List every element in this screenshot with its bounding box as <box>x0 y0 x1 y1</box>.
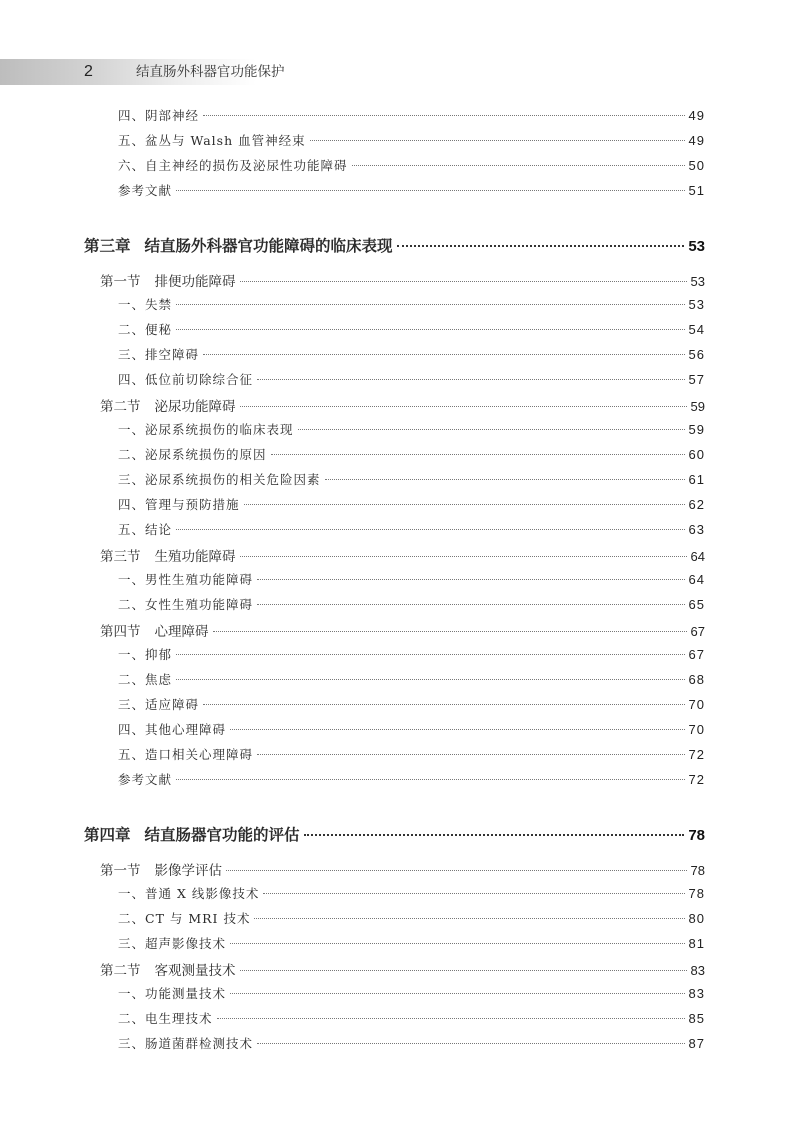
dot-leader <box>230 729 685 730</box>
toc-item-label: 五、结论 <box>118 522 173 537</box>
toc-page-number: 78 <box>688 886 705 901</box>
toc-item[interactable] <box>118 909 705 927</box>
toc-page-number: 53 <box>688 238 705 255</box>
toc-page-number: 81 <box>688 936 705 951</box>
toc-page-number: 53 <box>690 274 705 289</box>
dot-leader <box>244 504 685 505</box>
toc-item[interactable] <box>118 695 705 713</box>
dot-leader <box>304 834 685 836</box>
section-title: 排便功能障碍 <box>154 274 236 290</box>
toc-item[interactable] <box>118 470 705 488</box>
dot-leader <box>271 454 685 455</box>
toc-page-number: 56 <box>688 347 705 362</box>
dot-leader <box>203 704 685 705</box>
dot-leader <box>257 1043 685 1044</box>
running-header-bar <box>0 59 800 85</box>
toc-page-number: 67 <box>690 624 705 639</box>
toc-section[interactable] <box>100 395 705 415</box>
toc-item-label: 参考文献 <box>118 183 173 198</box>
toc-item-label: 四、阴部神经 <box>118 108 200 123</box>
toc-item[interactable] <box>118 720 705 738</box>
toc-page-number: 54 <box>688 322 705 337</box>
toc-page-number: 87 <box>688 1036 705 1051</box>
toc-page-number: 61 <box>688 472 705 487</box>
section-title: 影像学评估 <box>154 863 222 879</box>
toc-chapter-label <box>84 234 393 256</box>
toc-page-number: 62 <box>688 497 705 512</box>
toc-item-label: 参考文献 <box>118 772 173 787</box>
toc-item-label: 四、低位前切除综合征 <box>118 372 254 387</box>
toc-page-number: 50 <box>688 158 705 173</box>
toc-section-label <box>100 859 222 879</box>
toc-section[interactable] <box>100 545 705 565</box>
toc-item[interactable] <box>118 1034 705 1052</box>
section-number: 第四节 <box>100 624 141 640</box>
section-number: 第二节 <box>100 963 141 979</box>
dot-leader <box>217 1018 685 1019</box>
toc-page-number: 68 <box>688 672 705 687</box>
toc-chapter[interactable] <box>84 234 705 256</box>
toc-page-number: 70 <box>688 697 705 712</box>
toc-item[interactable] <box>118 520 705 538</box>
toc-item[interactable] <box>118 156 705 174</box>
toc-item-label: 一、抑郁 <box>118 647 173 662</box>
toc-page-number: 72 <box>688 747 705 762</box>
toc-item-label: 三、肠道菌群检测技术 <box>118 1036 254 1051</box>
toc-page-number: 53 <box>688 297 705 312</box>
toc-item[interactable] <box>118 345 705 363</box>
toc-page-number: 49 <box>688 133 705 148</box>
toc-item-label: 三、泌尿系统损伤的相关危险因素 <box>118 472 321 487</box>
toc-section-label <box>100 395 236 415</box>
toc-item[interactable] <box>118 181 705 199</box>
section-title: 生殖功能障碍 <box>154 549 236 565</box>
toc-item[interactable] <box>118 106 705 124</box>
toc-item[interactable] <box>118 570 705 588</box>
dot-leader <box>230 993 685 994</box>
running-book-title: 结直肠外科器官功能保护 <box>136 64 285 80</box>
toc-item[interactable] <box>118 884 705 902</box>
toc-item-label: 一、男性生殖功能障碍 <box>118 572 254 587</box>
toc-item[interactable] <box>118 1009 705 1027</box>
toc-chapter[interactable] <box>84 823 705 845</box>
toc-item-label: 二、泌尿系统损伤的原因 <box>118 447 267 462</box>
toc-item-label: 一、失禁 <box>118 297 173 312</box>
dot-leader <box>397 245 685 247</box>
dot-leader <box>240 406 687 407</box>
toc-page-number: 57 <box>688 372 705 387</box>
dot-leader <box>257 604 685 605</box>
chapter-number: 第四章 <box>84 826 131 844</box>
dot-leader <box>230 943 685 944</box>
toc-item-label: 一、功能测量技术 <box>118 986 227 1001</box>
dot-leader <box>240 281 687 282</box>
toc-item-label: 一、普通 X 线影像技术 <box>118 886 260 901</box>
toc-page-number: 59 <box>688 422 705 437</box>
section-title: 客观测量技术 <box>154 963 236 979</box>
dot-leader <box>263 893 684 894</box>
section-title: 泌尿功能障碍 <box>154 399 236 415</box>
toc-page-number: 64 <box>688 572 705 587</box>
toc-page-number: 70 <box>688 722 705 737</box>
toc-section[interactable] <box>100 270 705 290</box>
toc-section-label <box>100 959 236 979</box>
toc-item[interactable] <box>118 770 705 788</box>
toc-item-label: 二、CT 与 MRI 技术 <box>118 911 251 926</box>
toc-page-number: 78 <box>688 827 705 844</box>
toc-section[interactable] <box>100 859 705 879</box>
toc-section[interactable] <box>100 620 705 640</box>
toc-page-number: 83 <box>690 963 705 978</box>
section-number: 第一节 <box>100 274 141 290</box>
toc-page-number: 78 <box>690 863 705 878</box>
chapter-title: 结直肠器官功能的评估 <box>144 826 300 844</box>
dot-leader <box>254 918 684 919</box>
toc-item[interactable] <box>118 420 705 438</box>
dot-leader <box>176 779 685 780</box>
dot-leader <box>240 556 687 557</box>
dot-leader <box>203 354 685 355</box>
toc-page-number: 67 <box>688 647 705 662</box>
toc-item[interactable] <box>118 320 705 338</box>
toc-page-number: 80 <box>688 911 705 926</box>
toc-item[interactable] <box>118 984 705 1002</box>
section-title: 心理障碍 <box>154 624 209 640</box>
toc-item-label: 二、女性生殖功能障碍 <box>118 597 254 612</box>
dot-leader <box>176 679 685 680</box>
dot-leader <box>257 579 685 580</box>
section-number: 第二节 <box>100 399 141 415</box>
toc-item[interactable] <box>118 745 705 763</box>
toc-item-label: 六、自主神经的损伤及泌尿性功能障碍 <box>118 158 348 173</box>
toc-page-number: 72 <box>688 772 705 787</box>
dot-leader <box>176 304 685 305</box>
dot-leader <box>240 970 687 971</box>
toc-item-label: 二、便秘 <box>118 322 173 337</box>
dot-leader <box>203 115 685 116</box>
toc-item[interactable] <box>118 670 705 688</box>
toc-page-number: 59 <box>690 399 705 414</box>
toc-item[interactable] <box>118 595 705 613</box>
toc-page-number: 85 <box>688 1011 705 1026</box>
toc-item[interactable] <box>118 934 705 952</box>
toc-item[interactable] <box>118 645 705 663</box>
chapter-title: 结直肠外科器官功能障碍的临床表现 <box>144 237 393 255</box>
toc-page-number: 49 <box>688 108 705 123</box>
dot-leader <box>257 754 685 755</box>
toc-page-number: 83 <box>688 986 705 1001</box>
dot-leader <box>176 529 685 530</box>
toc-item[interactable] <box>118 295 705 313</box>
dot-leader <box>325 479 685 480</box>
toc-item-label: 三、超声影像技术 <box>118 936 227 951</box>
toc-item-label: 三、排空障碍 <box>118 347 200 362</box>
dot-leader <box>310 140 685 141</box>
dot-leader <box>176 654 685 655</box>
toc-item[interactable] <box>118 495 705 513</box>
dot-leader <box>176 329 685 330</box>
dot-leader <box>176 190 685 191</box>
toc-section[interactable] <box>100 959 705 979</box>
dot-leader <box>298 429 685 430</box>
toc-item-label: 一、泌尿系统损伤的临床表现 <box>118 422 294 437</box>
toc-item-label: 四、管理与预防措施 <box>118 497 240 512</box>
dot-leader <box>226 870 687 871</box>
chapter-number: 第三章 <box>84 237 131 255</box>
dot-leader <box>213 631 687 632</box>
toc-section-label <box>100 545 236 565</box>
toc-item-label: 五、盆丛与 Walsh 血管神经束 <box>118 133 306 148</box>
toc-item[interactable] <box>118 131 705 149</box>
toc-item-label: 三、适应障碍 <box>118 697 200 712</box>
toc-item[interactable] <box>118 370 705 388</box>
section-number: 第三节 <box>100 549 141 565</box>
toc-page-number: 60 <box>688 447 705 462</box>
toc-item-label: 五、造口相关心理障碍 <box>118 747 254 762</box>
toc-section-label <box>100 620 209 640</box>
toc-page-number: 65 <box>688 597 705 612</box>
toc-chapter-label <box>84 823 300 845</box>
toc-item-label: 四、其他心理障碍 <box>118 722 227 737</box>
toc-page-number: 64 <box>690 549 705 564</box>
toc-item-label: 二、电生理技术 <box>118 1011 213 1026</box>
toc-item[interactable] <box>118 445 705 463</box>
toc-item-label: 二、焦虑 <box>118 672 173 687</box>
toc-page-number: 63 <box>688 522 705 537</box>
toc-page-number: 51 <box>688 183 705 198</box>
section-number: 第一节 <box>100 863 141 879</box>
dot-leader <box>352 165 685 166</box>
dot-leader <box>257 379 685 380</box>
page-number: 2 <box>84 63 93 80</box>
toc-section-label <box>100 270 236 290</box>
